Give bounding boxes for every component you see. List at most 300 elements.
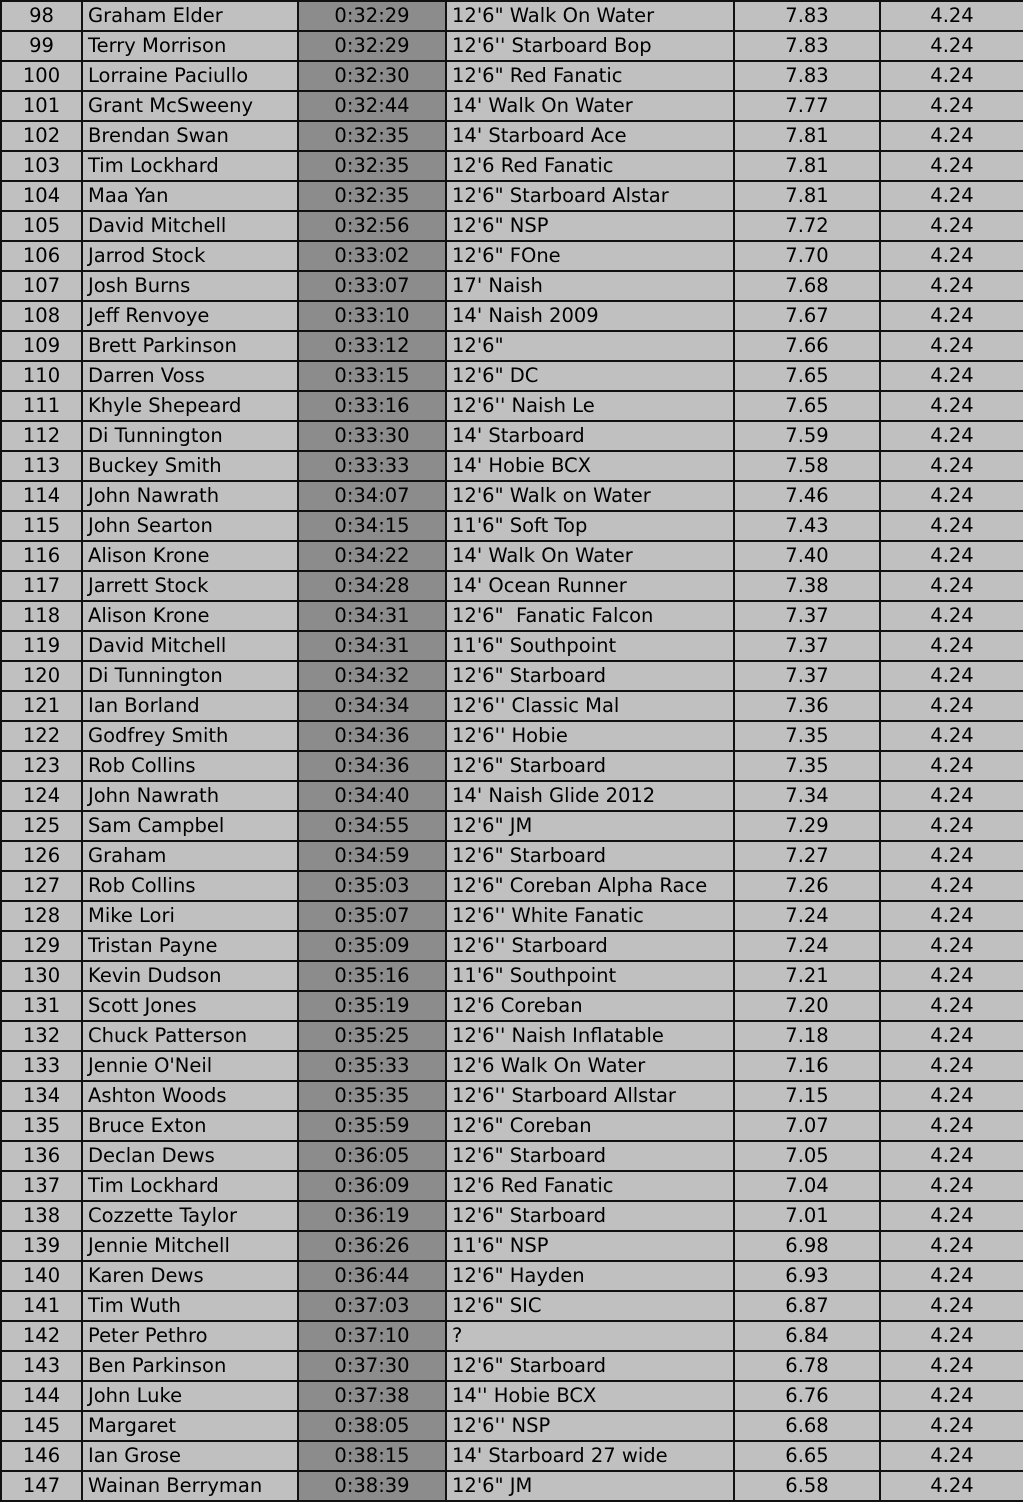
board-cell: 12'6'' Starboard Allstar [446,1081,734,1111]
speed-cell: 7.24 [734,931,880,961]
distance-cell: 4.24 [880,31,1023,61]
board-cell: 17' Naish [446,271,734,301]
speed-cell: 6.68 [734,1411,880,1441]
speed-cell: 6.76 [734,1381,880,1411]
distance-cell: 4.24 [880,1111,1023,1141]
speed-cell: 6.58 [734,1471,880,1501]
place-cell: 126 [1,841,82,871]
table-row [1,1051,1023,1081]
table-row [1,841,1023,871]
speed-cell: 7.20 [734,991,880,1021]
speed-cell: 7.34 [734,781,880,811]
board-cell: 12'6" Starboard [446,841,734,871]
name-cell: Brett Parkinson [82,331,298,361]
speed-cell: 7.24 [734,901,880,931]
place-cell: 127 [1,871,82,901]
place-cell: 131 [1,991,82,1021]
distance-cell: 4.24 [880,811,1023,841]
name-cell: Sam Campbel [82,811,298,841]
distance-cell: 4.24 [880,481,1023,511]
distance-cell: 4.24 [880,361,1023,391]
table-row [1,1261,1023,1291]
name-cell: Tristan Payne [82,931,298,961]
name-cell: Jennie Mitchell [82,1231,298,1261]
speed-cell: 7.43 [734,511,880,541]
place-cell: 141 [1,1291,82,1321]
table-row [1,391,1023,421]
name-cell: Scott Jones [82,991,298,1021]
place-cell: 106 [1,241,82,271]
speed-cell: 7.29 [734,811,880,841]
speed-cell: 7.01 [734,1201,880,1231]
board-cell: 12'6" [446,331,734,361]
time-cell: 0:35:33 [298,1051,446,1081]
speed-cell: 7.37 [734,631,880,661]
table-row [1,121,1023,151]
distance-cell: 4.24 [880,181,1023,211]
distance-cell: 4.24 [880,241,1023,271]
table-row [1,1381,1023,1411]
board-cell: 12'6" Starboard [446,1201,734,1231]
time-cell: 0:36:09 [298,1171,446,1201]
time-cell: 0:38:15 [298,1441,446,1471]
board-cell: 14' Ocean Runner [446,571,734,601]
place-cell: 139 [1,1231,82,1261]
place-cell: 120 [1,661,82,691]
board-cell: 11'6" Soft Top [446,511,734,541]
place-cell: 145 [1,1411,82,1441]
speed-cell: 7.38 [734,571,880,601]
name-cell: Josh Burns [82,271,298,301]
time-cell: 0:36:44 [298,1261,446,1291]
table-row [1,1441,1023,1471]
speed-cell: 7.46 [734,481,880,511]
board-cell: 14' Hobie BCX [446,451,734,481]
place-cell: 130 [1,961,82,991]
place-cell: 109 [1,331,82,361]
name-cell: Declan Dews [82,1141,298,1171]
place-cell: 102 [1,121,82,151]
distance-cell: 4.24 [880,1,1023,31]
name-cell: Jarrod Stock [82,241,298,271]
table-row [1,1141,1023,1171]
table-row [1,1,1023,31]
board-cell: 12'6'' Hobie [446,721,734,751]
distance-cell: 4.24 [880,391,1023,421]
name-cell: Tim Wuth [82,1291,298,1321]
name-cell: John Luke [82,1381,298,1411]
speed-cell: 7.77 [734,91,880,121]
speed-cell: 7.40 [734,541,880,571]
place-cell: 103 [1,151,82,181]
table-row [1,481,1023,511]
distance-cell: 4.24 [880,541,1023,571]
board-cell: 14' Walk On Water [446,91,734,121]
speed-cell: 7.58 [734,451,880,481]
speed-cell: 7.27 [734,841,880,871]
name-cell: Graham [82,841,298,871]
table-row [1,1291,1023,1321]
name-cell: Godfrey Smith [82,721,298,751]
place-cell: 128 [1,901,82,931]
table-row [1,271,1023,301]
distance-cell: 4.24 [880,61,1023,91]
time-cell: 0:37:38 [298,1381,446,1411]
board-cell: 12'6" Walk on Water [446,481,734,511]
name-cell: Darren Voss [82,361,298,391]
table-row [1,1171,1023,1201]
speed-cell: 7.83 [734,61,880,91]
name-cell: Ashton Woods [82,1081,298,1111]
place-cell: 107 [1,271,82,301]
name-cell: Peter Pethro [82,1321,298,1351]
table-row [1,541,1023,571]
place-cell: 119 [1,631,82,661]
speed-cell: 6.65 [734,1441,880,1471]
table-row [1,1111,1023,1141]
name-cell: Graham Elder [82,1,298,31]
board-cell: 14' Naish 2009 [446,301,734,331]
distance-cell: 4.24 [880,991,1023,1021]
distance-cell: 4.24 [880,1171,1023,1201]
board-cell: 11'6" Southpoint [446,631,734,661]
distance-cell: 4.24 [880,1261,1023,1291]
name-cell: Margaret [82,1411,298,1441]
speed-cell: 7.65 [734,391,880,421]
board-cell: 12'6 Red Fanatic [446,1171,734,1201]
time-cell: 0:34:34 [298,691,446,721]
time-cell: 0:35:19 [298,991,446,1021]
name-cell: Jeff Renvoye [82,301,298,331]
distance-cell: 4.24 [880,1051,1023,1081]
place-cell: 113 [1,451,82,481]
time-cell: 0:32:44 [298,91,446,121]
name-cell: Lorraine Paciullo [82,61,298,91]
place-cell: 98 [1,1,82,31]
table-row [1,1351,1023,1381]
board-cell: 12'6 Coreban [446,991,734,1021]
name-cell: Alison Krone [82,541,298,571]
time-cell: 0:35:25 [298,1021,446,1051]
board-cell: 12'6'' Starboard [446,931,734,961]
time-cell: 0:32:35 [298,151,446,181]
name-cell: Jennie O'Neil [82,1051,298,1081]
board-cell: 11'6" NSP [446,1231,734,1261]
place-cell: 144 [1,1381,82,1411]
place-cell: 135 [1,1111,82,1141]
distance-cell: 4.24 [880,1381,1023,1411]
results-body [1,1,1023,1501]
name-cell: Rob Collins [82,751,298,781]
place-cell: 99 [1,31,82,61]
name-cell: David Mitchell [82,211,298,241]
table-row [1,1201,1023,1231]
name-cell: Brendan Swan [82,121,298,151]
distance-cell: 4.24 [880,1081,1023,1111]
name-cell: Khyle Shepeard [82,391,298,421]
time-cell: 0:33:30 [298,421,446,451]
time-cell: 0:36:05 [298,1141,446,1171]
time-cell: 0:32:29 [298,1,446,31]
name-cell: Di Tunnington [82,661,298,691]
distance-cell: 4.24 [880,121,1023,151]
distance-cell: 4.24 [880,931,1023,961]
distance-cell: 4.24 [880,1441,1023,1471]
speed-cell: 7.68 [734,271,880,301]
time-cell: 0:34:36 [298,751,446,781]
distance-cell: 4.24 [880,691,1023,721]
place-cell: 132 [1,1021,82,1051]
time-cell: 0:34:55 [298,811,446,841]
time-cell: 0:33:02 [298,241,446,271]
board-cell: 14' Walk On Water [446,541,734,571]
speed-cell: 7.81 [734,121,880,151]
board-cell: 14' Naish Glide 2012 [446,781,734,811]
table-row [1,571,1023,601]
speed-cell: 6.87 [734,1291,880,1321]
distance-cell: 4.24 [880,751,1023,781]
table-row [1,511,1023,541]
board-cell: ? [446,1321,734,1351]
table-row [1,961,1023,991]
distance-cell: 4.24 [880,1471,1023,1501]
table-row [1,931,1023,961]
distance-cell: 4.24 [880,331,1023,361]
time-cell: 0:34:22 [298,541,446,571]
place-cell: 136 [1,1141,82,1171]
table-row [1,601,1023,631]
table-row [1,301,1023,331]
board-cell: 12'6" DC [446,361,734,391]
time-cell: 0:36:19 [298,1201,446,1231]
name-cell: Terry Morrison [82,31,298,61]
table-row [1,181,1023,211]
board-cell: 12'6" Starboard [446,1141,734,1171]
board-cell: 12'6" Starboard [446,661,734,691]
place-cell: 140 [1,1261,82,1291]
board-cell: 12'6" FOne [446,241,734,271]
table-row [1,691,1023,721]
board-cell: 11'6" Southpoint [446,961,734,991]
distance-cell: 4.24 [880,1351,1023,1381]
time-cell: 0:35:59 [298,1111,446,1141]
table-row [1,1081,1023,1111]
table-row [1,421,1023,451]
distance-cell: 4.24 [880,211,1023,241]
distance-cell: 4.24 [880,841,1023,871]
distance-cell: 4.24 [880,1021,1023,1051]
speed-cell: 7.37 [734,661,880,691]
time-cell: 0:32:35 [298,121,446,151]
name-cell: John Nawrath [82,481,298,511]
name-cell: Maa Yan [82,181,298,211]
speed-cell: 7.65 [734,361,880,391]
name-cell: Buckey Smith [82,451,298,481]
table-row [1,781,1023,811]
board-cell: 12'6" Walk On Water [446,1,734,31]
name-cell: John Searton [82,511,298,541]
name-cell: David Mitchell [82,631,298,661]
table-row [1,241,1023,271]
table-row [1,631,1023,661]
place-cell: 114 [1,481,82,511]
time-cell: 0:35:09 [298,931,446,961]
speed-cell: 7.70 [734,241,880,271]
place-cell: 117 [1,571,82,601]
time-cell: 0:34:28 [298,571,446,601]
distance-cell: 4.24 [880,151,1023,181]
table-row [1,361,1023,391]
time-cell: 0:32:35 [298,181,446,211]
time-cell: 0:34:59 [298,841,446,871]
name-cell: Grant McSweeny [82,91,298,121]
board-cell: 12'6" JM [446,811,734,841]
time-cell: 0:35:07 [298,901,446,931]
time-cell: 0:32:56 [298,211,446,241]
speed-cell: 7.26 [734,871,880,901]
table-row [1,1021,1023,1051]
time-cell: 0:33:07 [298,271,446,301]
place-cell: 137 [1,1171,82,1201]
board-cell: 14' Starboard Ace [446,121,734,151]
place-cell: 104 [1,181,82,211]
name-cell: Mike Lori [82,901,298,931]
time-cell: 0:37:30 [298,1351,446,1381]
table-row [1,61,1023,91]
speed-cell: 6.98 [734,1231,880,1261]
board-cell: 12'6" Starboard [446,751,734,781]
name-cell: Karen Dews [82,1261,298,1291]
speed-cell: 6.78 [734,1351,880,1381]
speed-cell: 7.59 [734,421,880,451]
distance-cell: 4.24 [880,1141,1023,1171]
speed-cell: 7.66 [734,331,880,361]
table-row [1,331,1023,361]
time-cell: 0:33:16 [298,391,446,421]
place-cell: 138 [1,1201,82,1231]
board-cell: 12'6" Red Fanatic [446,61,734,91]
table-row [1,1231,1023,1261]
table-row [1,661,1023,691]
board-cell: 12'6" NSP [446,211,734,241]
place-cell: 124 [1,781,82,811]
name-cell: Ben Parkinson [82,1351,298,1381]
board-cell: 14'' Hobie BCX [446,1381,734,1411]
time-cell: 0:35:16 [298,961,446,991]
time-cell: 0:34:36 [298,721,446,751]
distance-cell: 4.24 [880,1291,1023,1321]
place-cell: 146 [1,1441,82,1471]
speed-cell: 7.67 [734,301,880,331]
place-cell: 111 [1,391,82,421]
time-cell: 0:37:10 [298,1321,446,1351]
board-cell: 12'6 Red Fanatic [446,151,734,181]
board-cell: 12'6" Coreban [446,1111,734,1141]
board-cell: 12'6" SIC [446,1291,734,1321]
speed-cell: 7.83 [734,1,880,31]
distance-cell: 4.24 [880,301,1023,331]
name-cell: Wainan Berryman [82,1471,298,1501]
place-cell: 129 [1,931,82,961]
board-cell: 14' Starboard [446,421,734,451]
place-cell: 134 [1,1081,82,1111]
board-cell: 12'6" Hayden [446,1261,734,1291]
time-cell: 0:32:29 [298,31,446,61]
table-row [1,901,1023,931]
place-cell: 118 [1,601,82,631]
speed-cell: 7.35 [734,721,880,751]
place-cell: 100 [1,61,82,91]
time-cell: 0:33:10 [298,301,446,331]
name-cell: Chuck Patterson [82,1021,298,1051]
speed-cell: 7.18 [734,1021,880,1051]
time-cell: 0:35:35 [298,1081,446,1111]
name-cell: Rob Collins [82,871,298,901]
time-cell: 0:32:30 [298,61,446,91]
board-cell: 12'6'' Naish Le [446,391,734,421]
distance-cell: 4.24 [880,961,1023,991]
board-cell: 12'6" JM [446,1471,734,1501]
table-row [1,751,1023,781]
place-cell: 133 [1,1051,82,1081]
speed-cell: 7.72 [734,211,880,241]
place-cell: 125 [1,811,82,841]
place-cell: 147 [1,1471,82,1501]
board-cell: 14' Starboard 27 wide [446,1441,734,1471]
board-cell: 12'6" Starboard Alstar [446,181,734,211]
time-cell: 0:34:07 [298,481,446,511]
name-cell: Jarrett Stock [82,571,298,601]
place-cell: 115 [1,511,82,541]
speed-cell: 7.81 [734,151,880,181]
speed-cell: 6.84 [734,1321,880,1351]
name-cell: Di Tunnington [82,421,298,451]
distance-cell: 4.24 [880,511,1023,541]
time-cell: 0:35:03 [298,871,446,901]
distance-cell: 4.24 [880,781,1023,811]
table-row [1,1321,1023,1351]
place-cell: 110 [1,361,82,391]
time-cell: 0:34:40 [298,781,446,811]
time-cell: 0:38:39 [298,1471,446,1501]
place-cell: 116 [1,541,82,571]
board-cell: 12'6" Starboard [446,1351,734,1381]
distance-cell: 4.24 [880,571,1023,601]
speed-cell: 7.04 [734,1171,880,1201]
table-row [1,211,1023,241]
table-row [1,991,1023,1021]
distance-cell: 4.24 [880,421,1023,451]
distance-cell: 4.24 [880,601,1023,631]
table-row [1,871,1023,901]
name-cell: Alison Krone [82,601,298,631]
speed-cell: 7.16 [734,1051,880,1081]
board-cell: 12'6 Walk On Water [446,1051,734,1081]
place-cell: 142 [1,1321,82,1351]
time-cell: 0:33:12 [298,331,446,361]
place-cell: 121 [1,691,82,721]
distance-cell: 4.24 [880,1231,1023,1261]
time-cell: 0:34:31 [298,631,446,661]
board-cell: 12'6" Fanatic Falcon [446,601,734,631]
table-row [1,451,1023,481]
place-cell: 123 [1,751,82,781]
speed-cell: 7.35 [734,751,880,781]
distance-cell: 4.24 [880,1201,1023,1231]
table-row [1,1471,1023,1501]
speed-cell: 7.07 [734,1111,880,1141]
name-cell: Tim Lockhard [82,1171,298,1201]
